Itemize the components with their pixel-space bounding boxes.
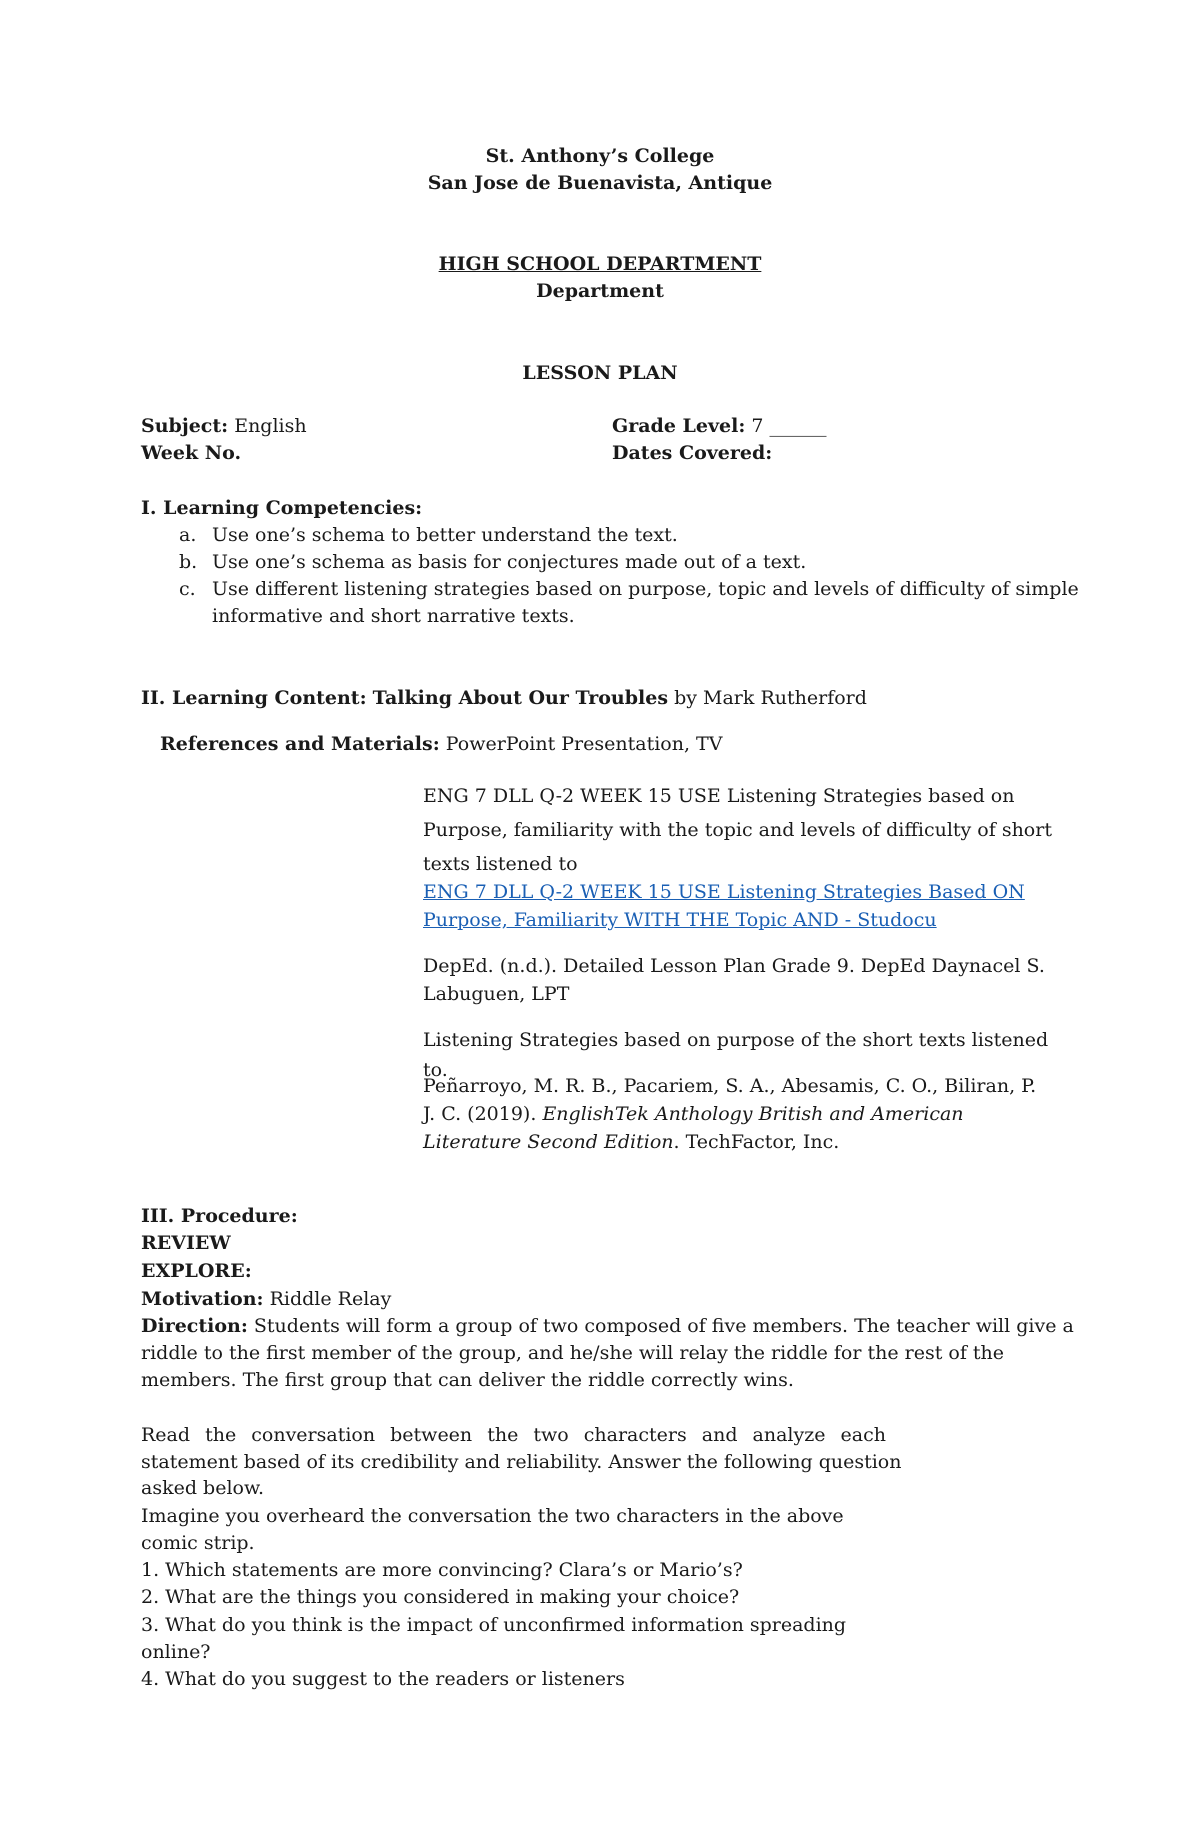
question-2: 2. What are the things you considered in making your choice? [141,1586,740,1608]
instruction-text: asked below. [141,1477,265,1499]
studocu-link[interactable]: Purpose, Familiarity WITH THE Topic AND - Studocu [423,909,937,931]
learning-content-line [141,685,867,711]
studocu-link-line1-wrap[interactable] [423,877,1063,907]
reference-4-line [423,1127,1063,1157]
competencies-heading: I. Learning Competencies: [141,497,423,519]
reference-4-line: Peñarroyo, M. R. B., Pacariem, S. A., Abesamis, C. O., Biliran, P. [423,1075,1037,1097]
grade-value: 7 ______ [751,415,827,437]
reference-2-line: DepEd. (n.d.). Detailed Lesson Plan Grade 9. DepEd Daynacel S. [423,955,1045,977]
direction-text: members. The first group that can deliver the riddle correctly wins. [141,1369,794,1391]
explore-heading: EXPLORE: [141,1260,252,1282]
list-marker: b. [179,551,198,573]
subject-line [141,413,307,439]
reference-1-line: ENG 7 DLL Q-2 WEEK 15 USE Listening Strategies based on [423,785,1015,807]
subject-value: English [234,415,307,437]
reference-1-line: texts listened to [423,853,578,875]
list-text: Use different listening strategies based on purpose, topic and levels of difficulty of simple [212,578,1079,600]
instruction-text: Imagine you overheard the conversation the two characters in the above [141,1505,844,1527]
direction-text: Students will form a group of two composed of five members. The teacher will give a [253,1315,1074,1337]
document-title: LESSON PLAN [522,362,678,384]
college-name: St. Anthony’s College [485,145,715,167]
list-marker: c. [179,578,196,600]
references-label: References and Materials: [160,733,440,755]
department-heading-wrap [0,251,1200,277]
procedure-heading: III. Procedure: [141,1205,298,1227]
list-marker: a. [179,524,197,546]
reference-1-line: Purpose, familiarity with the topic and levels of difficulty of short [423,819,1052,841]
list-text: Use one’s schema as basis for conjectures made out of a text. [212,551,807,573]
references-line [160,731,722,757]
direction-text: riddle to the first member of the group, and he/she will relay the riddle for the rest of the [141,1342,1005,1364]
studocu-link-line2-wrap[interactable] [423,905,1063,935]
list-text: informative and short narrative texts. [212,605,575,627]
subject-label: Subject: [141,415,229,437]
reference-3: Listening Strategies based on purpose of the short texts listened to. [423,1029,1049,1081]
motivation-value: Riddle Relay [269,1288,392,1310]
question-4: 4. What do you suggest to the readers or listeners [141,1668,625,1690]
question-1: 1. Which statements are more convincing? Clara’s or Mario’s? [141,1559,743,1581]
story-title: Talking About Our Troubles [372,687,669,709]
citation-year: J. C. (2019). [423,1103,537,1125]
grade-line [612,413,827,439]
publisher: . TechFactor, Inc. [673,1131,840,1153]
review-heading: REVIEW [141,1232,231,1254]
direction-line [141,1313,1074,1339]
book-title: Literature Second Edition [423,1131,674,1153]
dates-label: Dates Covered: [612,442,773,464]
question-3: 3. What do you think is the impact of unconfirmed information spreading [141,1614,847,1636]
motivation-label: Motivation: [141,1288,264,1310]
instruction-text: comic strip. [141,1532,255,1554]
college-location: San Jose de Buenavista, Antique [427,172,773,194]
question-3-continuation: online? [141,1641,211,1663]
list-text: Use one’s schema to better understand the text. [212,524,678,546]
instruction-text: statement based of its credibility and reliability. Answer the following question [141,1451,902,1473]
direction-label: Direction: [141,1315,248,1337]
week-label: Week No. [141,442,242,464]
motivation-line [141,1286,391,1312]
instruction-text: Read the conversation between the two characters and analyze each [141,1424,886,1446]
sub-department: Department [536,280,664,302]
story-author: by Mark Rutherford [674,687,867,709]
department-heading: HIGH SCHOOL DEPARTMENT [438,253,762,275]
reference-2-line: Labuguen, LPT [423,983,570,1005]
studocu-link[interactable]: ENG 7 DLL Q-2 WEEK 15 USE Listening Strategies Based ON [423,881,1025,903]
book-title: EnglishTek Anthology British and American [542,1103,964,1125]
learning-content-heading: II. Learning Content: [141,687,367,709]
references-value: PowerPoint Presentation, TV [445,733,723,755]
reference-4-line [423,1099,1063,1129]
grade-label: Grade Level: [612,415,746,437]
